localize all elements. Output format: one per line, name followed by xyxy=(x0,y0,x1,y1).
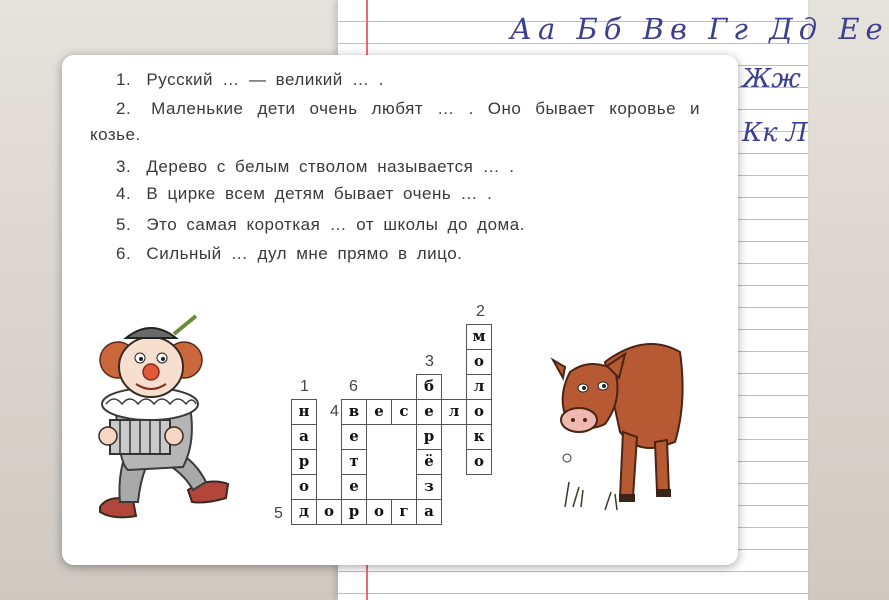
crossword-cell[interactable]: ё xyxy=(416,449,442,475)
crossword-cell[interactable]: р xyxy=(341,499,367,525)
crossword-cell[interactable]: л xyxy=(441,399,467,425)
task-5 xyxy=(90,215,700,235)
task-4 xyxy=(90,184,700,204)
crossword-cell[interactable]: е xyxy=(416,399,442,425)
crossword-cell[interactable]: б xyxy=(416,374,442,400)
clue-number-4: 4 xyxy=(330,403,339,420)
crossword-cell[interactable]: л xyxy=(466,374,492,400)
clue-number-5: 5 xyxy=(274,505,283,522)
task-1 xyxy=(90,70,700,90)
crossword-cell[interactable]: г xyxy=(391,499,417,525)
crossword-cell[interactable]: о xyxy=(366,499,392,525)
crossword-cell[interactable]: о xyxy=(466,399,492,425)
crossword-cell[interactable]: к xyxy=(466,424,492,450)
task-6 xyxy=(90,244,700,264)
clue-number-2: 2 xyxy=(476,303,485,320)
alphabet-side-2: Кк Л xyxy=(742,118,808,148)
task-4-text: В цирке всем детям бывает очень … . xyxy=(146,184,493,203)
task-3 xyxy=(90,157,700,177)
crossword-cell[interactable]: а xyxy=(291,424,317,450)
task-6-num: 6. xyxy=(116,244,132,263)
crossword-cell[interactable]: м xyxy=(466,324,492,350)
crossword-cell[interactable]: з xyxy=(416,474,442,500)
crossword-cell[interactable]: о xyxy=(316,499,342,525)
alphabet-side-1: Жж xyxy=(742,64,801,94)
crossword-cell[interactable]: е xyxy=(341,474,367,500)
crossword-cell[interactable]: н xyxy=(291,399,317,425)
crossword-cell[interactable]: р xyxy=(291,449,317,475)
crossword-cell[interactable]: р xyxy=(416,424,442,450)
alphabet-header: Аа Бб Вв Гг Дд Ее xyxy=(510,12,889,46)
task-3-num: 3. xyxy=(116,157,132,176)
task-1-text: Русский … — великий … . xyxy=(146,70,384,89)
crossword-cell[interactable]: д xyxy=(291,499,317,525)
crossword-cell[interactable]: е xyxy=(366,399,392,425)
task-6-text: Сильный … дул мне прямо в лицо. xyxy=(146,244,463,263)
task-5-text: Это самая короткая … от школы до дома. xyxy=(146,215,525,234)
crossword-cell[interactable]: в xyxy=(341,399,367,425)
task-1-num: 1. xyxy=(116,70,132,89)
task-2-num: 2. xyxy=(116,99,132,118)
clown-with-accordion-illustration xyxy=(88,312,238,527)
crossword-cell[interactable]: о xyxy=(291,474,317,500)
task-2 xyxy=(90,96,700,148)
task-5-num: 5. xyxy=(116,215,132,234)
task-2-text: Маленькие дети очень любят … . Оно бывает коровье и козье. xyxy=(90,99,700,144)
crossword-cell[interactable]: о xyxy=(466,449,492,475)
crossword-cell[interactable]: т xyxy=(341,449,367,475)
crossword-cell[interactable]: о xyxy=(466,349,492,375)
crossword-cell[interactable]: е xyxy=(341,424,367,450)
clue-number-1: 1 xyxy=(300,378,309,395)
calf-illustration xyxy=(545,322,695,522)
clue-number-6: 6 xyxy=(349,378,358,395)
clue-number-3: 3 xyxy=(425,353,434,370)
task-3-text: Дерево с белым стволом называется … . xyxy=(146,157,515,176)
task-4-num: 4. xyxy=(116,184,132,203)
crossword-cell[interactable]: а xyxy=(416,499,442,525)
crossword-cell[interactable]: с xyxy=(391,399,417,425)
